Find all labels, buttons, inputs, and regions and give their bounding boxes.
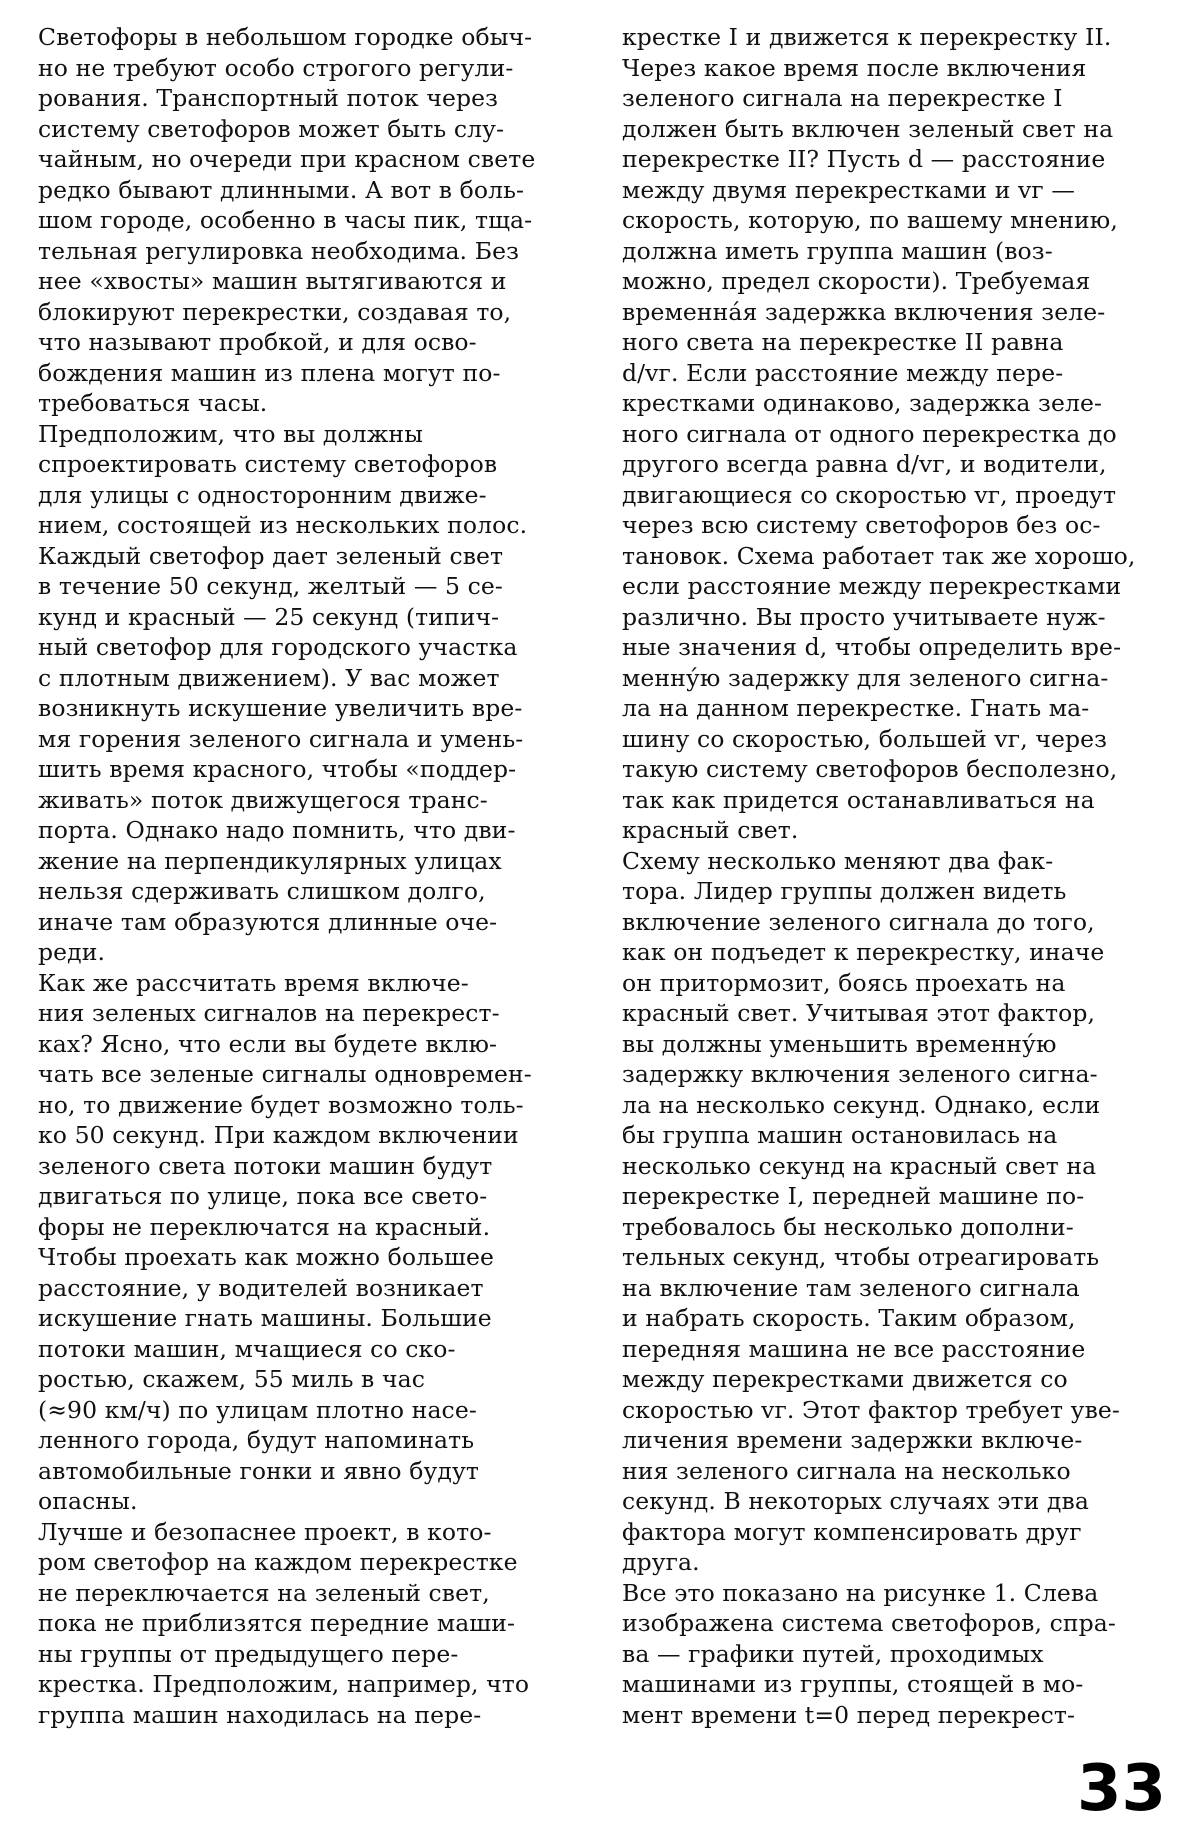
text-line: можно, предел скорости). Требуемая	[622, 267, 1091, 295]
text-line: крестке I и движется к перекрестку II.	[622, 23, 1112, 51]
text-line: d/vг. Если расстояние между пере-	[622, 358, 1064, 387]
text-line: несколько секунд на красный свет на	[622, 1151, 1097, 1180]
text-line: ла на данном перекрестке. Гнать ма-	[622, 694, 1090, 722]
page-number: 33	[1076, 1752, 1166, 1826]
text-line: друга.	[622, 1548, 700, 1576]
text-line: группа машин находилась на пере-	[38, 1700, 482, 1729]
text-line: бождения машин из плена могут по-	[38, 358, 501, 387]
text-line: передняя машина не все расстояние	[622, 1334, 1086, 1363]
text-line: ны группы от предыдущего пере-	[38, 1639, 459, 1668]
text-line: пока не приблизятся передние маши-	[38, 1609, 516, 1637]
text-line: Предположим, что вы должны	[38, 419, 423, 448]
left-text-column	[38, 22, 578, 1730]
text-line: чать все зеленые сигналы одновремен-	[38, 1060, 532, 1088]
text-line: шить время красного, чтобы «поддер-	[38, 755, 517, 783]
text-line: возникнуть искушение увеличить вре-	[38, 694, 523, 722]
text-line: ные значения d, чтобы определить вре-	[622, 633, 1122, 661]
text-line: кунд и красный — 25 секунд (типич-	[38, 602, 500, 631]
text-line: рования. Транспортный поток через	[38, 84, 499, 112]
text-line: Все это показано на рисунке 1. Слева	[622, 1578, 1099, 1607]
text-line: на включение там зеленого сигнала	[622, 1273, 1080, 1302]
text-line: требовалось бы несколько дополни-	[622, 1212, 1074, 1241]
text-line: требоваться часы.	[38, 389, 268, 417]
text-line: ром светофор на каждом перекрестке	[38, 1548, 518, 1576]
text-line: так как придется останавливаться на	[622, 785, 1095, 814]
text-line: ния зеленых сигналов на перекрест-	[38, 999, 500, 1027]
text-line: между двумя перекрестками и vг —	[622, 175, 1075, 204]
text-line: но не требуют особо строгого регули-	[38, 53, 514, 82]
text-line: ленного города, будут напоминать	[38, 1426, 475, 1454]
text-line: потоки машин, мчащиеся со ско-	[38, 1334, 456, 1363]
text-line: Чтобы проехать как можно большее	[38, 1243, 494, 1271]
text-line: расстояние, у водителей возникает	[38, 1273, 484, 1302]
text-line: чайным, но очереди при красном свете	[38, 145, 536, 173]
text-line: такую систему светофоров бесполезно,	[622, 755, 1118, 783]
text-line: форы не переключатся на красный.	[38, 1212, 491, 1241]
text-line: красный свет.	[622, 816, 799, 844]
text-line: тора. Лидер группы должен видеть	[622, 877, 1067, 905]
text-line: включение зеленого сигнала до того,	[622, 907, 1095, 936]
text-line: систему светофоров может быть слу-	[38, 114, 505, 143]
text-line: иначе там образуются длинные оче-	[38, 907, 498, 936]
text-line: ного света на перекрестке II равна	[622, 328, 1064, 356]
text-line: скорость, которую, по вашему мнению,	[622, 206, 1118, 234]
text-line: мя горения зеленого сигнала и умень-	[38, 724, 524, 753]
text-line: ко 50 секунд. При каждом включении	[38, 1121, 519, 1149]
text-line: ва — графики путей, проходимых	[622, 1639, 1044, 1668]
text-line: блокируют перекрестки, создавая то,	[38, 297, 512, 326]
text-line: в течение 50 секунд, желтый — 5 се-	[38, 572, 503, 600]
text-line: изображена система светофоров, спра-	[622, 1609, 1116, 1637]
text-line: жение на перпендикулярных улицах	[38, 846, 502, 875]
text-line: двигающиеся со скоростью vг, проедут	[622, 480, 1117, 509]
text-line: между перекрестками движется со	[622, 1365, 1068, 1393]
text-line: скоростью vг. Этот фактор требует уве-	[622, 1395, 1120, 1424]
text-line: бы группа машин остановилась на	[622, 1121, 1058, 1149]
text-line: если расстояние между перекрестками	[622, 572, 1122, 600]
text-line: фактора могут компенсировать друг	[622, 1517, 1082, 1546]
text-line: личения времени задержки включе-	[622, 1426, 1083, 1454]
text-line: ла на несколько секунд. Однако, если	[622, 1090, 1101, 1119]
text-line: для улицы с односторонним движе-	[38, 480, 487, 509]
text-line: через всю систему светофоров без ос-	[622, 511, 1101, 539]
text-line: другого всегда равна d/vг, и водители,	[622, 450, 1107, 478]
text-line: как он подъедет к перекрестку, иначе	[622, 938, 1105, 966]
text-line: крестками одинаково, задержка зеле-	[622, 389, 1103, 417]
text-line: зеленого света потоки машин будут	[38, 1151, 493, 1180]
text-line: живать» поток движущегося транс-	[38, 785, 488, 814]
text-line: должна иметь группа машин (воз-	[622, 236, 1053, 265]
text-line: вы должны уменьшить временну́ю	[622, 1029, 1057, 1058]
text-line: перекрестке II? Пусть d — расстояние	[622, 145, 1106, 173]
text-line: ростью, скажем, 55 миль в час	[38, 1365, 425, 1393]
text-line: двигаться по улице, пока все свето-	[38, 1182, 488, 1210]
text-line: шом городе, особенно в часы пик, тща-	[38, 206, 533, 234]
text-line: перекрестке I, передней машине по-	[622, 1182, 1085, 1210]
text-line: и набрать скорость. Таким образом,	[622, 1304, 1076, 1332]
text-line: мент времени t=0 перед перекрест-	[622, 1700, 1076, 1729]
text-line: нельзя сдерживать слишком долго,	[38, 877, 486, 905]
text-line: должен быть включен зеленый свет на	[622, 114, 1114, 143]
text-line: спроектировать систему светофоров	[38, 450, 498, 478]
text-line: (≈90 км/ч) по улицам плотно насе-	[38, 1395, 477, 1424]
text-line: секунд. В некоторых случаях эти два	[622, 1487, 1089, 1515]
text-line: он притормозит, боясь проехать на	[622, 968, 1066, 997]
text-line: задержку включения зеленого сигна-	[622, 1060, 1098, 1088]
text-line: ках? Ясно, что если вы будете вклю-	[38, 1029, 498, 1058]
text-line: крестка. Предположим, например, что	[38, 1670, 530, 1698]
text-line: тановок. Схема работает так же хорошо,	[622, 541, 1136, 570]
text-line: временна́я задержка включения зеле-	[622, 297, 1106, 326]
text-line: что называют пробкой, и для осво-	[38, 328, 477, 356]
text-line: редко бывают длинными. А вот в боль-	[38, 175, 525, 204]
text-line: Светофоры в небольшом городке обыч-	[38, 23, 533, 51]
text-line: различно. Вы просто учитываете нуж-	[622, 602, 1106, 631]
text-line: зеленого сигнала на перекрестке I	[622, 84, 1063, 112]
text-line: Схему несколько меняют два фак-	[622, 846, 1054, 875]
text-line: автомобильные гонки и явно будут	[38, 1456, 479, 1485]
text-line: ния зеленого сигнала на несколько	[622, 1456, 1071, 1485]
text-line: с плотным движением). У вас может	[38, 663, 500, 692]
text-line: тельных секунд, чтобы отреагировать	[622, 1243, 1100, 1271]
text-line: но, то движение будет возможно толь-	[38, 1090, 524, 1119]
text-line: не переключается на зеленый свет,	[38, 1578, 490, 1607]
text-line: ного сигнала от одного перекрестка до	[622, 419, 1117, 448]
text-line: машинами из группы, стоящей в мо-	[622, 1670, 1084, 1698]
text-line: Лучше и безопаснее проект, в кото-	[38, 1517, 492, 1546]
text-line: ный светофор для городского участка	[38, 633, 518, 661]
text-line: Каждый светофор дает зеленый свет	[38, 541, 504, 570]
text-line: тельная регулировка необходима. Без	[38, 236, 519, 265]
text-line: искушение гнать машины. Большие	[38, 1304, 492, 1332]
text-line: порта. Однако надо помнить, что дви-	[38, 816, 516, 844]
text-line: Как же рассчитать время включе-	[38, 968, 469, 997]
text-line: нее «хвосты» машин вытягиваются и	[38, 267, 507, 295]
text-line: опасны.	[38, 1487, 138, 1515]
right-text-column	[622, 22, 1162, 1730]
text-line: красный свет. Учитывая этот фактор,	[622, 999, 1096, 1027]
text-line: Через какое время после включения	[622, 53, 1087, 82]
text-line: менну́ю задержку для зеленого сигна-	[622, 663, 1109, 692]
text-line: шину со скоростью, большей vг, через	[622, 724, 1108, 753]
text-line: реди.	[38, 938, 106, 966]
text-line: нием, состоящей из нескольких полос.	[38, 511, 528, 539]
